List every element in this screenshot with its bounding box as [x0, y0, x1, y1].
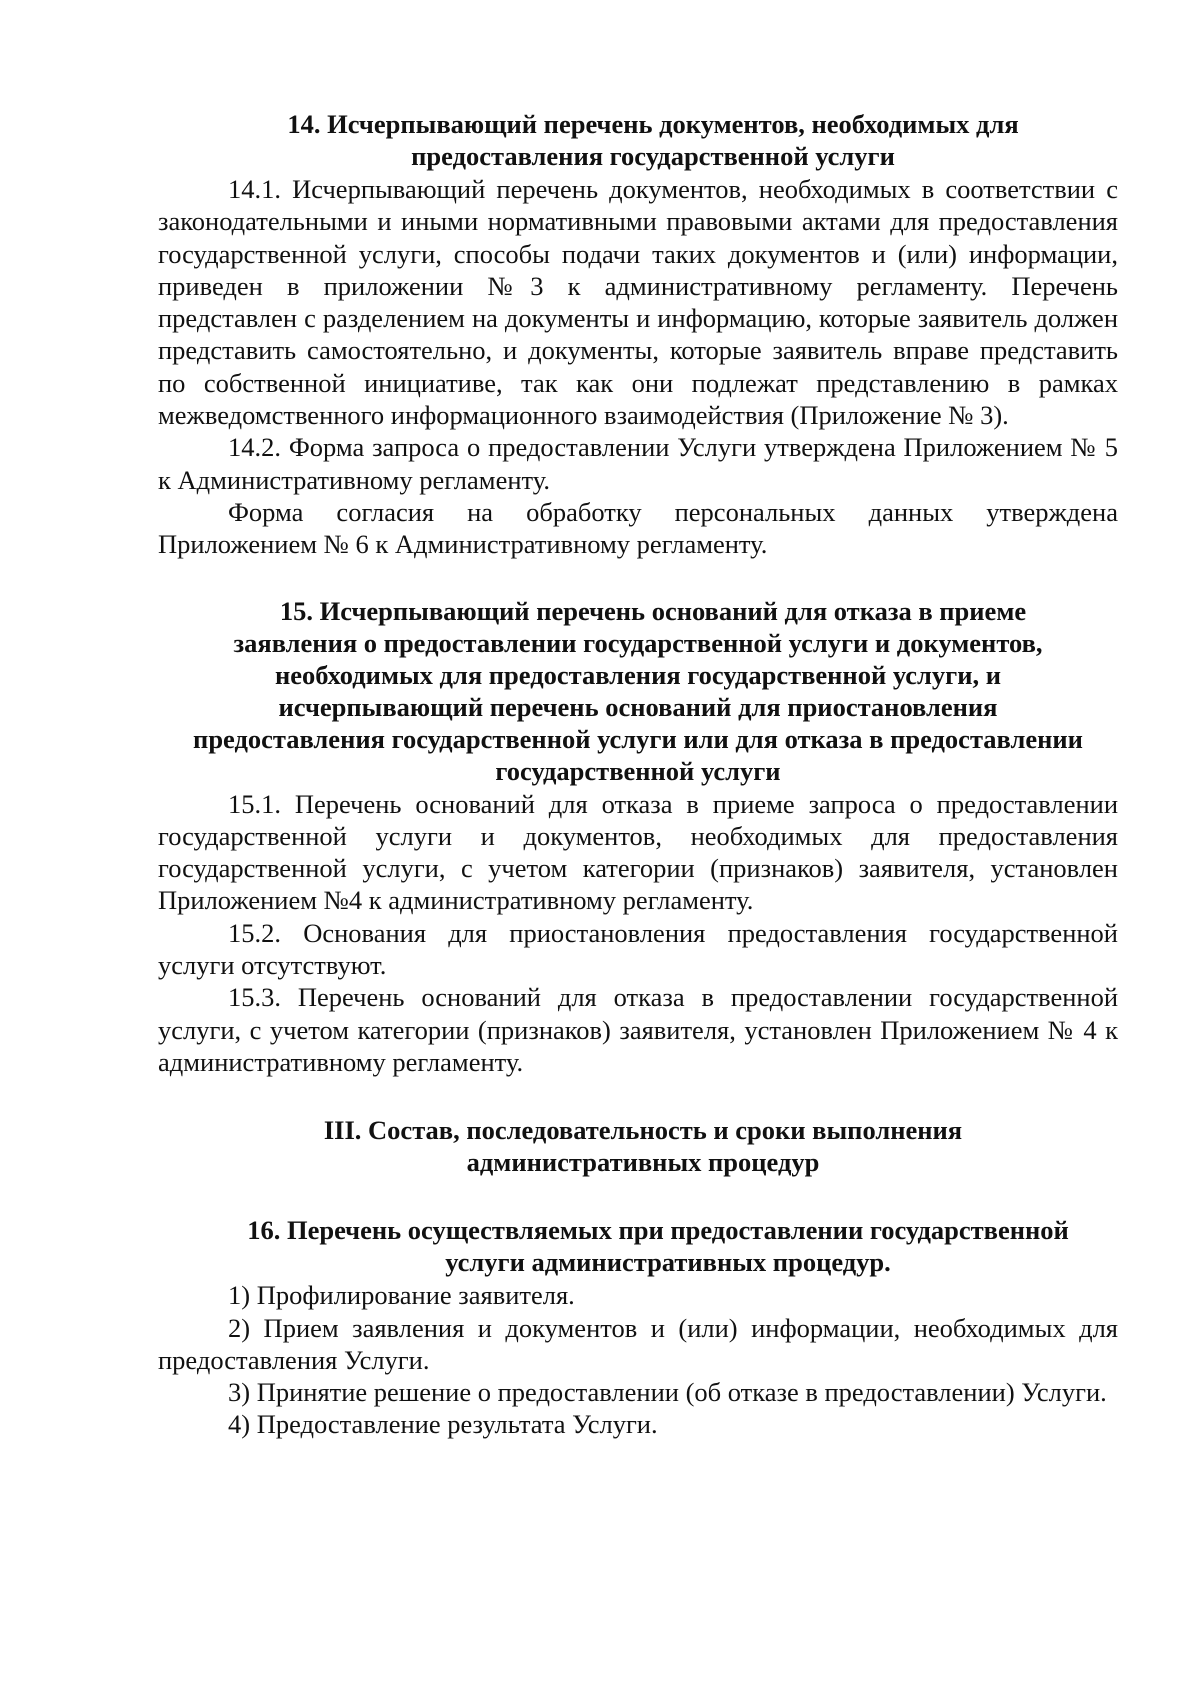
heading-line: услуги административных процедур.: [445, 1247, 891, 1278]
heading-line: 16. Перечень осуществляемых при предоставлении государственной: [247, 1215, 1069, 1246]
chapter-3-heading: [158, 1114, 1118, 1178]
procedure-item: 2) Прием заявления и документов и (или) информации, необходимых для предоставления Услуги.: [158, 1312, 1118, 1375]
procedure-item: 4) Предоставление результата Услуги.: [228, 1409, 658, 1440]
heading-line: заявления о предоставлении государственной услуги и документов,: [233, 627, 1043, 658]
paragraph-14-2: 14.2. Форма запроса о предоставлении Услуги утверждена Приложением № 5 к Административному регламенту.: [158, 432, 1118, 495]
procedure-item: 3) Принятие решение о предоставлении (об отказе в предоставлении) Услуги.: [228, 1377, 1107, 1408]
paragraph-14-consent: Форма согласия на обработку персональных данных утверждена Приложением № 6 к Административному регламенту.: [158, 496, 1118, 560]
paragraph-15-2: 15.2. Основания для приостановления предоставления государственной услуги отсутствуют.: [158, 917, 1118, 981]
heading-line: исчерпывающий перечень оснований для приостановления: [278, 691, 998, 722]
heading-line: предоставления государственной услуги: [411, 141, 895, 171]
heading-line: административных процедур: [466, 1147, 820, 1178]
heading-line: 14. Исчерпывающий перечень документов, необходимых для: [287, 109, 1019, 139]
heading-line: необходимых для предоставления государственной услуги, и: [275, 659, 1001, 690]
paragraph-15-1: 15.1. Перечень оснований для отказа в приеме запроса о предоставлении государственной услуги и документов, необходимых для предоставления государственной услуги, с учетом категории (признаков) заявителя, установлен Приложением №4 к административному регламенту.: [158, 788, 1118, 916]
heading-line: III. Состав, последовательность и сроки выполнения: [323, 1115, 963, 1146]
heading-line: 15. Исчерпывающий перечень оснований для отказа в приеме: [279, 595, 1027, 626]
section-16-heading: [158, 1214, 1118, 1278]
paragraph-15-3: 15.3. Перечень оснований для отказа в предоставлении государственной услуги, с учетом категории (признаков) заявителя, установлен Приложением № 4 к административному регламенту.: [158, 982, 1118, 1077]
heading-line: предоставления государственной услуги или для отказа в предоставлении: [193, 723, 1083, 754]
heading-line: государственной услуги: [495, 755, 781, 786]
paragraph-14-1: 14.1. Исчерпывающий перечень документов, необходимых в соответствии с законодательными и иными нормативными правовыми актами для предоставления государственной услуги, способы подачи таких документов и (или) информации, приведен в приложении №3 к административному регламенту. Перечень представлен с разделением на документы и информацию, которые заявитель должен представить самостоятельно, и документы, которые заявитель вправе представить по собственной инициативе, так как они подлежат представлению в рамках межведомственного информационного взаимодействия (Приложение № 3).: [158, 174, 1118, 431]
section-15-heading: [158, 595, 1118, 787]
section-14-heading: [158, 108, 1118, 172]
procedure-item: 1) Профилирование заявителя.: [228, 1280, 575, 1311]
